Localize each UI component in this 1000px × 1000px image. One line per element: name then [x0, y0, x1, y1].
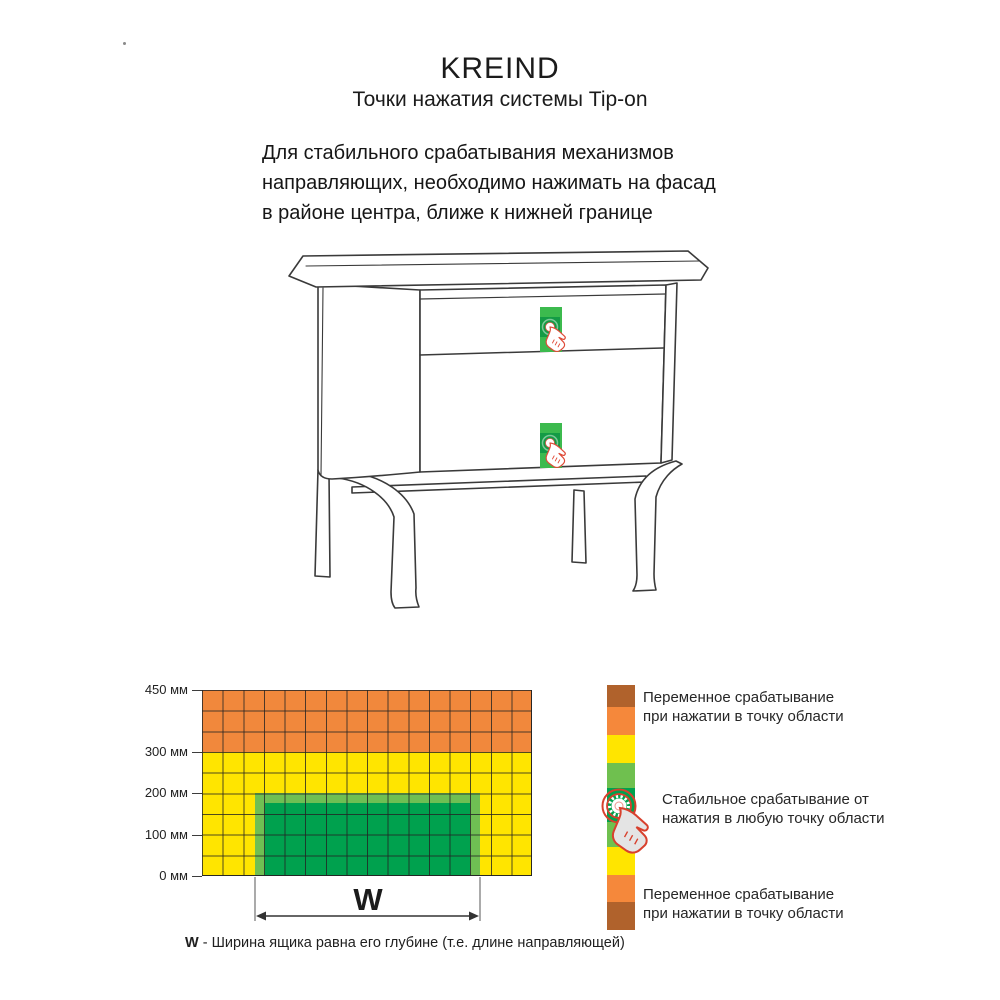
axis-label-100: 100 мм: [144, 827, 188, 842]
nightstand-drawing: [278, 242, 718, 627]
intro-line-3: в районе центра, ближе к нижней границе: [262, 202, 653, 224]
axis-tick: [192, 835, 202, 836]
footnote-text: - Ширина ящика равна его глубине (т.е. длине направляющей): [198, 935, 625, 951]
legend-line: Стабильное срабатывание от: [662, 791, 869, 808]
legend-line: при нажатии в точку области: [643, 905, 844, 922]
legend-seg-orange: [607, 707, 635, 735]
nightstand-body: [318, 283, 677, 479]
legend-item-variable-bottom: [643, 885, 844, 923]
arrow-right: [469, 912, 479, 921]
axis-tick: [192, 752, 202, 753]
legend-line: при нажатии в точку области: [643, 708, 844, 725]
nightstand-top: [289, 251, 708, 287]
footnote: [185, 935, 625, 951]
footnote-term: W: [185, 935, 199, 951]
legend-item-variable-top: [643, 688, 844, 726]
intro-line-2: направляющих, необходимо нажимать на фасад: [262, 172, 716, 194]
axis-label-300: 300 мм: [144, 744, 188, 759]
page-subtitle: Точки нажатия системы Tip-on: [352, 88, 648, 111]
axis-label-200: 200 мм: [144, 785, 188, 800]
axis-tick: [192, 690, 202, 691]
legend-line: Переменное срабатывание: [643, 689, 835, 706]
legend-seg-yellow: [607, 735, 635, 763]
legend-line: нажатия в любую точку области: [662, 810, 885, 827]
grid-lines: [202, 690, 532, 876]
arrow-left: [256, 912, 266, 921]
axis-label-0: 0 мм: [159, 868, 188, 883]
intro-line-1: Для стабильного срабатывания механизмов: [262, 142, 674, 164]
legend-seg-orange: [607, 875, 635, 902]
print-dot-artifact: [123, 42, 126, 45]
legend-seg-brown: [607, 902, 635, 930]
legend-item-stable: [662, 790, 885, 828]
axis-label-450: 450 мм: [144, 682, 188, 697]
intro-paragraph: [262, 138, 716, 228]
legend-line: Переменное срабатывание: [643, 886, 835, 903]
width-label: W: [353, 882, 383, 917]
brand-title: KREIND: [440, 52, 560, 85]
legend-seg-brown: [607, 685, 635, 707]
axis-tick: [192, 876, 202, 877]
axis-tick: [192, 793, 202, 794]
pressure-map-grid: [202, 690, 532, 876]
